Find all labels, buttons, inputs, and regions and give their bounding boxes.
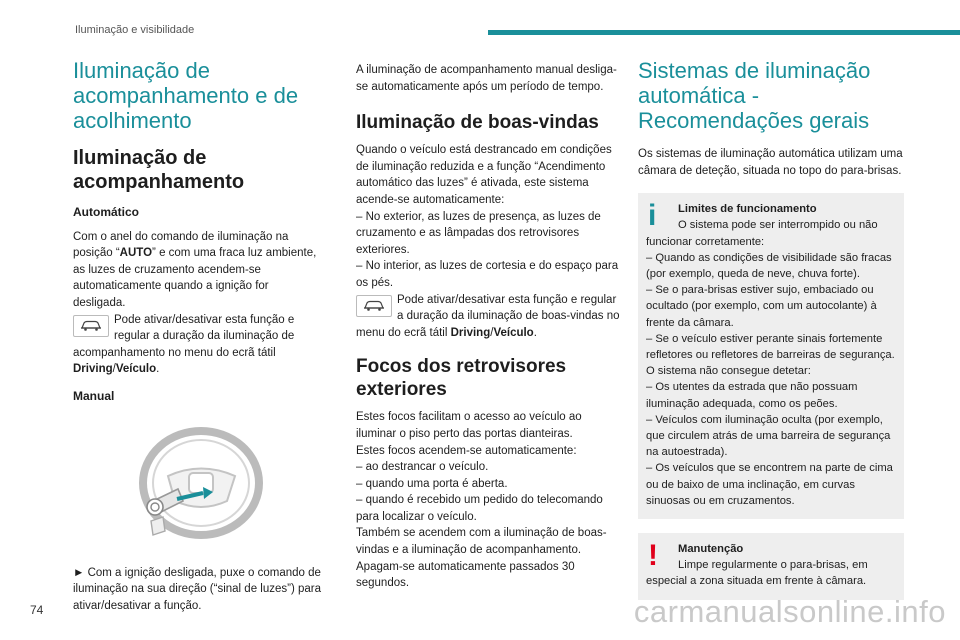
mirror-lights-title: Focos dos retrovisores exteriores <box>356 356 567 401</box>
column-3 <box>638 58 904 612</box>
warning-box-first-line: Limpe regularmente o para-brisas, em <box>678 559 868 572</box>
header-accent-bar <box>488 30 960 35</box>
info-icon: i <box>648 199 657 233</box>
welcome-touchscreen-note: Pode ativar/desativar esta função e regular a duração da iluminação de boas-vindas no menu do ecrã tátil Driving/Veículo. <box>356 293 620 339</box>
info-box-text: funcionar corretamente: – Quando as condições de visibilidade são fracas (por exemplo, queda de neve, chuva forte). – Se o para-brisas estiver sujo, embaciado ou ocultado (por exemplo, com um autocolante) à frente da câmara. – Se o veículo estiver perante sinais fortemente refletores ou refletores de barreiras de segurança. O sistema não consegue detetar: – Os utentes da estrada que não possuam iluminação adequada, como os peões. – Veículos com iluminação oculta (por exemplo, que circulem atrás de uma barreira de segurança na autoestrada). – Os veículos que se encontrem na parte de cima ou de baixo de uma inclinação, em curvas sinuosas ou em cruzamentos. <box>646 235 895 507</box>
column-2 <box>356 62 624 592</box>
manual-auto-off-text: A iluminação de acompanhamento manual desliga-se automaticamente após um período de tempo. <box>356 64 617 93</box>
watermark: carmanualsonline.info <box>633 594 946 629</box>
warning-box <box>638 533 904 600</box>
warning-box-title: Manutenção <box>678 543 744 556</box>
car-icon <box>73 315 109 337</box>
steering-wheel-illustration <box>123 421 263 551</box>
welcome-lighting-text: Quando o veículo está destrancado em condições de iluminação reduzida e a função “Acendimento automático das luzes” é ativada, este sistema acende-se automaticamente: – No exterior, as luzes de presença, as luzes de cruzamento e as lâmpadas dos retrovisores exteriores. – No interior, as luzes de cortesia e do espaço para os pés. <box>356 144 619 289</box>
manual-heading: Manual <box>73 388 115 403</box>
automatic-text: Com o anel do comando de iluminação na posição “AUTO” e com uma fraca luz ambiente, as luzes de cruzamento acendem-se automaticamente quando a ignição for desligada. <box>73 230 317 309</box>
info-box-title: Limites de funcionamento <box>678 203 817 216</box>
car-icon <box>356 295 392 317</box>
manual-text: ► Com a ignição desligada, puxe o comando de iluminação na sua direção (“sinal de luzes”) para ativar/desativar a função. <box>73 566 322 612</box>
warning-box-text: especial a zona situada em frente à câmara. <box>646 575 867 588</box>
info-box-first-line: O sistema pode ser interrompido ou não <box>678 219 878 232</box>
automatic-systems-title: Sistemas de iluminação automática - Recomendações gerais <box>638 58 871 133</box>
automatic-systems-intro: Os sistemas de iluminação automática utilizam uma câmara de deteção, situada no topo do para-brisas. <box>638 148 903 177</box>
subsection-title: Iluminação de acompanhamento <box>73 147 245 193</box>
automatic-heading: Automático <box>73 205 139 219</box>
touchscreen-note: Pode ativar/desativar esta função e regular a duração da iluminação de acompanhamento no menu do ecrã tátil Driving/Veículo. <box>73 313 295 376</box>
page-number: 74 <box>30 603 44 617</box>
info-box <box>638 193 904 519</box>
mirror-lights-text: Estes focos facilitam o acesso ao veículo ao iluminar o piso perto das portas dianteiras. Estes focos acendem-se automaticamente: – ao destrancar o veículo. – quando uma porta é aberta. – quando é recebido um pedido do telecomando para localizar o veículo. Também se acendem com a iluminação de boas-vindas e a iluminação de acompanhamento. Apagam-se automaticamente passados 30 segundos. <box>356 411 607 590</box>
column-1 <box>73 58 323 614</box>
warning-icon: ! <box>648 539 658 573</box>
welcome-lighting-title: Iluminação de boas-vindas <box>356 112 599 134</box>
section-title: Iluminação de acompanhamento e de acolhimento <box>73 58 299 133</box>
running-header: Iluminação e visibilidade <box>75 24 195 36</box>
